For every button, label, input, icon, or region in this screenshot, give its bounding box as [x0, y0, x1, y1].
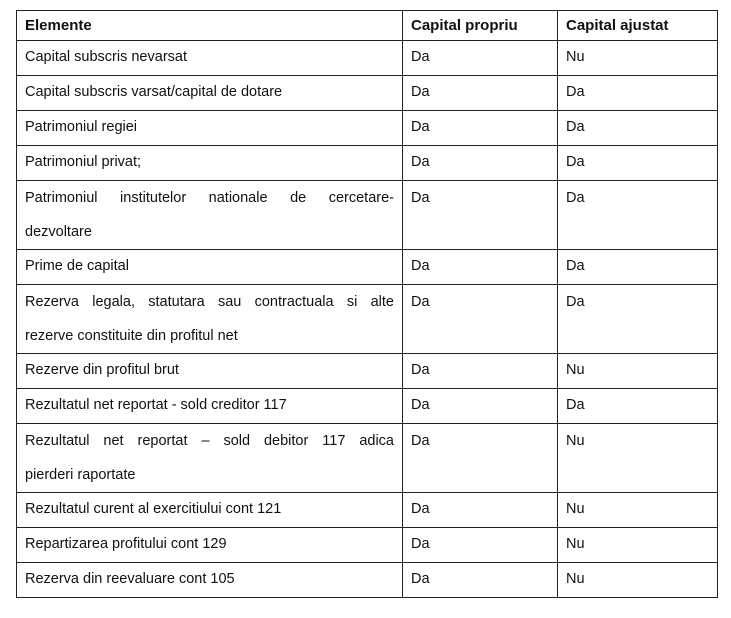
cell-element: Patrimoniul regiei: [17, 111, 403, 146]
table-header: [17, 11, 718, 41]
cell-propriu: Da: [403, 563, 558, 598]
capital-comparison-table: [16, 10, 718, 598]
table-row: [17, 181, 718, 250]
cell-element: Repartizarea profitului cont 129: [17, 528, 403, 563]
cell-ajustat: Da: [558, 285, 718, 354]
cell-element-line1: Patrimoniul institutelor nationale de cercetare-: [25, 190, 394, 206]
table-row: [17, 146, 718, 181]
cell-ajustat: Nu: [558, 424, 718, 493]
table-row: [17, 285, 718, 354]
table-row: [17, 250, 718, 285]
table-row: [17, 563, 718, 598]
cell-element: Rezerva din reevaluare cont 105: [17, 563, 403, 598]
cell-propriu: Da: [403, 354, 558, 389]
cell-propriu: Da: [403, 389, 558, 424]
cell-element-line2: rezerve constituite din profitul net: [25, 328, 238, 344]
cell-propriu: Da: [403, 250, 558, 285]
cell-ajustat: Da: [558, 389, 718, 424]
table-row: [17, 111, 718, 146]
header-capital-propriu: Capital propriu: [403, 11, 558, 41]
cell-element: Capital subscris varsat/capital de dotare: [17, 76, 403, 111]
cell-element: Rezultatul curent al exercitiului cont 121: [17, 493, 403, 528]
cell-ajustat: Da: [558, 111, 718, 146]
cell-element: [17, 181, 403, 250]
cell-propriu: Da: [403, 493, 558, 528]
cell-element: Patrimoniul privat;: [17, 146, 403, 181]
cell-ajustat: Nu: [558, 354, 718, 389]
cell-element: Capital subscris nevarsat: [17, 41, 403, 76]
cell-element-line1: Rezultatul net reportat – sold debitor 117 adica: [25, 433, 394, 449]
table-row: [17, 41, 718, 76]
table-row: [17, 354, 718, 389]
cell-propriu: Da: [403, 424, 558, 493]
cell-ajustat: Nu: [558, 493, 718, 528]
cell-element: Rezerve din profitul brut: [17, 354, 403, 389]
cell-element: [17, 285, 403, 354]
cell-ajustat: Da: [558, 181, 718, 250]
cell-propriu: Da: [403, 528, 558, 563]
cell-ajustat: Da: [558, 76, 718, 111]
header-row: [17, 11, 718, 41]
cell-propriu: Da: [403, 41, 558, 76]
header-capital-ajustat: Capital ajustat: [558, 11, 718, 41]
cell-propriu: Da: [403, 111, 558, 146]
cell-ajustat: Nu: [558, 528, 718, 563]
cell-ajustat: Da: [558, 146, 718, 181]
cell-ajustat: Da: [558, 250, 718, 285]
header-elemente: Elemente: [17, 11, 403, 41]
cell-element: Rezultatul net reportat - sold creditor 117: [17, 389, 403, 424]
cell-element-line2: pierderi raportate: [25, 467, 136, 483]
cell-element: [17, 424, 403, 493]
cell-propriu: Da: [403, 285, 558, 354]
cell-ajustat: Nu: [558, 41, 718, 76]
cell-propriu: Da: [403, 76, 558, 111]
cell-propriu: Da: [403, 146, 558, 181]
table-row: [17, 528, 718, 563]
table-row: [17, 76, 718, 111]
table-body: [17, 41, 718, 598]
cell-ajustat: Nu: [558, 563, 718, 598]
cell-propriu: Da: [403, 181, 558, 250]
cell-element-line1: Rezerva legala, statutara sau contractuala si alte: [25, 294, 394, 310]
cell-element-line2: dezvoltare: [25, 224, 92, 240]
table-row: [17, 389, 718, 424]
table-row: [17, 424, 718, 493]
cell-element: Prime de capital: [17, 250, 403, 285]
table-row: [17, 493, 718, 528]
